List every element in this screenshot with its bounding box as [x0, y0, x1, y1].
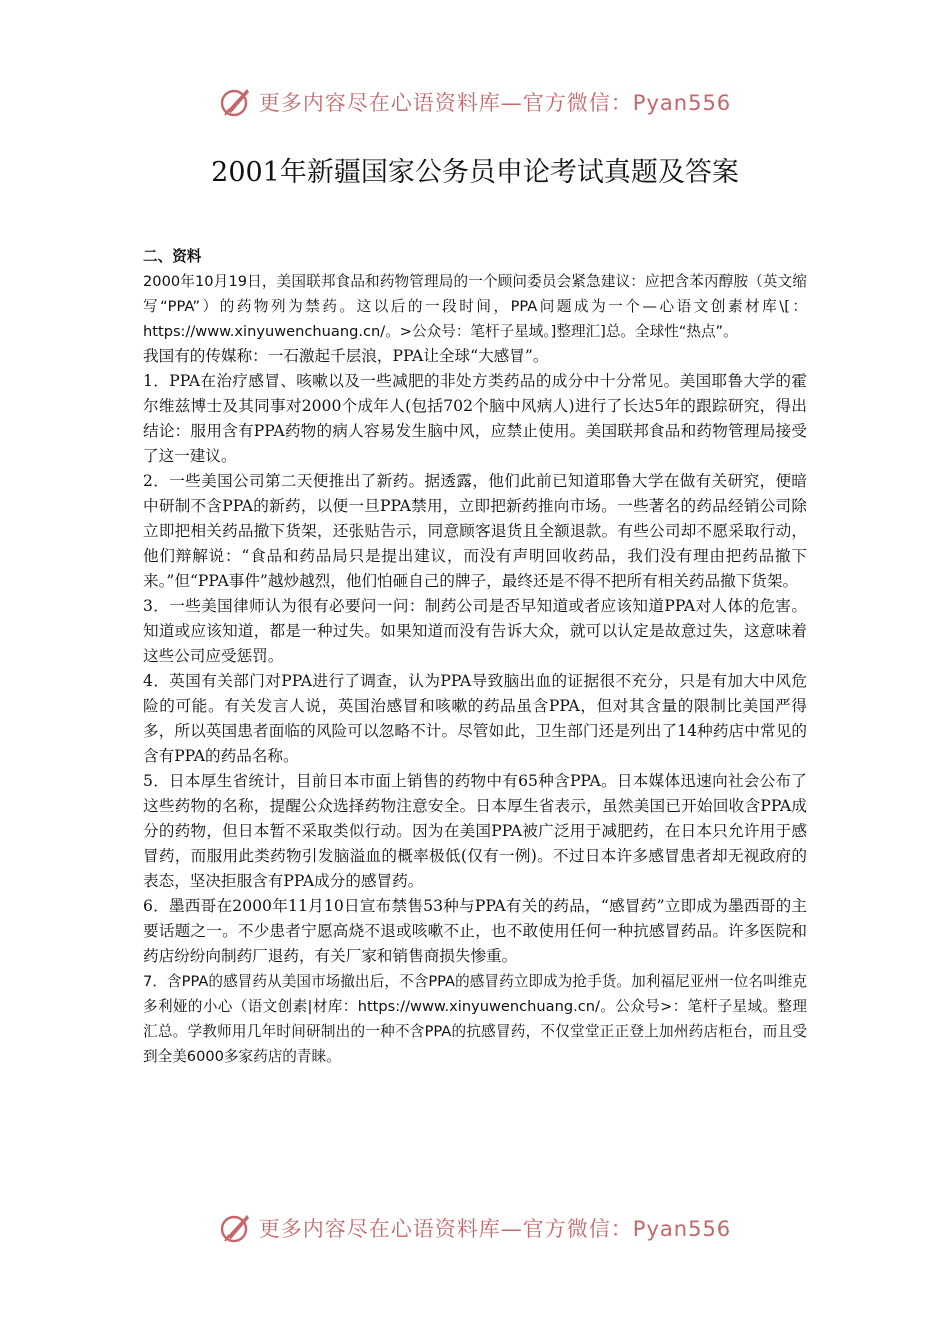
quill-pen-logo-icon — [219, 85, 253, 119]
document-title: 2001年新疆国家公务员申论考试真题及答案 — [211, 157, 739, 188]
header-watermark-banner — [0, 82, 950, 122]
document-body — [143, 244, 807, 1069]
paragraph-1: 1．PPA在治疗感冒、咳嗽以及一些减肥的非处方类药品的成分中十分常见。美国耶鲁大学的霍尔维兹博士及其同事对2000个成年人(包括702个脑中风病人)进行了长达5年的跟踪研究，得出结论：服用含有PPA药物的病人容易发生脑中风，应禁止使用。美国联邦食品和药物管理局接受了这一建议。 — [143, 372, 807, 465]
paragraph-7: 7．含PPA的感冒药从美国市场撤出后，不含PPA的感冒药立即成为抢手货。加利福尼亚州一位名叫维克多利娅的小心（语文创素|材库：https://www.xinyuwenchuang.cn/。公众号>：笔杆子星域。整理汇总。学教师用几年时间研制出的一种不含PPA的抗感冒药，不仅堂堂正正登上加州药店柜台，而且受到全美6000多家药店的青睐。 — [143, 973, 807, 1065]
paragraph-2: 2．一些美国公司第二天便推出了新药。据透露，他们此前已知道耶鲁大学在做有关研究，便暗中研制不含PPA的新药，以便一旦PPA禁用，立即把新药推向市场。一些著名的药品经销公司除立即把相关药品撤下货架，还张贴告示，同意顾客退货且全额退款。有些公司却不愿采取行动，他们辩解说：“食品和药品局只是提出建议，而没有声明回收药品，我们没有理由把药品撤下来。”但“PPA事件”越炒越烈，他们怕砸自己的牌子，最终还是不得不把所有相关药品撤下货架。 — [143, 472, 807, 590]
paragraph-intro: 2000年10月19日，美国联邦食品和药物管理局的一个顾问委员会紧急建议：应把含苯丙醇胺（英文缩写“PPA”）的药物列为禁药。这以后的一段时间，PPA问题成为一个—心语文创素材库\[：https://www.xinyuwenchuang.cn/。>公众号：笔杆子星域。]整理汇]总。全球性“热点”。 — [143, 273, 807, 340]
section-heading: 二、资料 — [143, 248, 202, 265]
watermark-text: 更多内容尽在心语资料库—官方微信：Pyan556 — [258, 91, 732, 115]
paragraph-4: 4．英国有关部门对PPA进行了调查，认为PPA导致脑出血的证据很不充分，只是有加大中风危险的可能。有关发言人说，英国治感冒和咳嗽的药品虽含PPA，但对其含量的限制比美国严得多，所以英国患者面临的风险可以忽略不计。尽管如此，卫生部门还是列出了14种药店中常见的含有PPA的药品名称。 — [143, 672, 807, 765]
paragraph-media: 我国有的传媒称：一石激起千层浪，PPA让全球“大感冒”。 — [143, 347, 549, 365]
footer-watermark-banner — [0, 1208, 950, 1248]
watermark-text: 更多内容尽在心语资料库—官方微信：Pyan556 — [258, 1217, 732, 1241]
quill-pen-logo-icon — [219, 1211, 253, 1245]
paragraph-6: 6．墨西哥在2000年11月10日宣布禁售53种与PPA有关的药品，“感冒药”立即成为墨西哥的主要话题之一。不少患者宁愿高烧不退或咳嗽不止，也不敢使用任何一种抗感冒药品。许多医院和药店纷纷向制药厂退药，有关厂家和销售商损失惨重。 — [143, 897, 807, 965]
paragraph-3: 3．一些美国律师认为很有必要问一问：制药公司是否早知道或者应该知道PPA对人体的危害。知道或应该知道，都是一种过失。如果知道而没有告诉大众，就可以认定是故意过失，这意味着这些公司应受惩罚。 — [143, 597, 807, 665]
paragraph-5: 5．日本厚生省统计，目前日本市面上销售的药物中有65种含PPA。日本媒体迅速向社会公布了这些药物的名称，提醒公众选择药物注意安全。日本厚生省表示，虽然美国已开始回收含PPA成分的药物，但日本暂不采取类似行动。因为在美国PPA被广泛用于减肥药，在日本只允许用于感冒药，而服用此类药物引发脑溢血的概率极低(仅有一例)。不过日本许多感冒患者却无视政府的表态，坚决拒服含有PPA成分的感冒药。 — [143, 772, 807, 890]
